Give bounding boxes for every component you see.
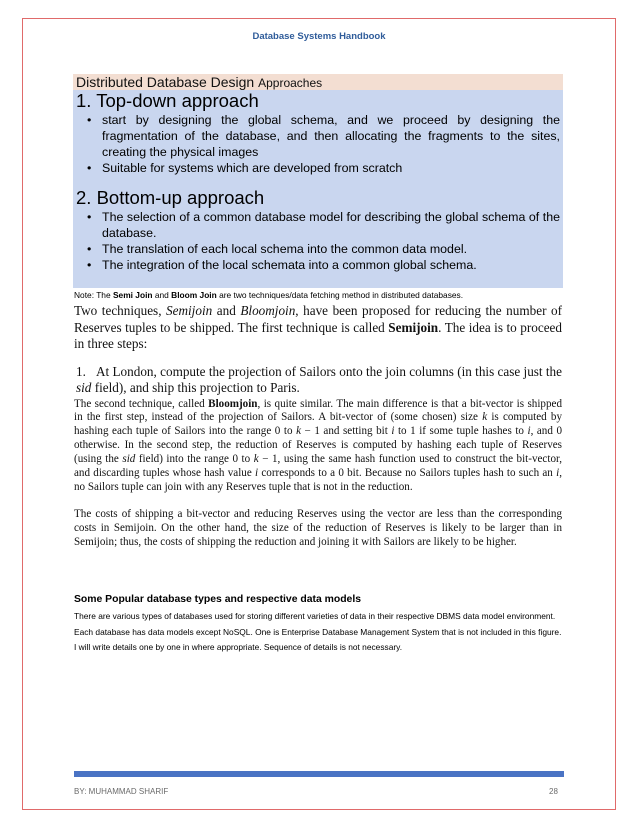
list-item: • The translation of each local schema into the common data model. (87, 242, 468, 256)
list-item: • The integration of the local schemata into a common global schema. (87, 258, 477, 272)
top-down-title: 1. Top-down approach (76, 90, 259, 111)
running-header: Database Systems Handbook (252, 31, 386, 42)
semijoin-intro: Two techniques, Semijoin and Bloomjoin, have been proposed for reducing the number of Reserves tuples to be shipped. The first technique is called Semijoin. The idea is to proceed in three steps: (74, 303, 562, 351)
bullet-icon: • (87, 242, 92, 256)
bullet-icon: • (87, 210, 92, 224)
slide-heading-small: Approaches (258, 76, 323, 90)
join-note: Note: The Semi Join and Bloom Join are two techniques/data fetching method in distributed databases. (74, 290, 464, 300)
bloom-join-term: Bloom Join (171, 290, 217, 300)
bottom-up-list (73, 209, 563, 273)
bloomjoin-paragraph: The second technique, called Bloomjoin, is quite similar. The main difference is that a bit-vector is shipped in the first step, instead of the projection of Sailors. A bit-vector of (some chosen) size k is computed by hashing each tuple of Sailors into the range 0 to k − 1 and setting bit i to 1 if some tuple hashes to i, and 0 otherwise. In the second step, the reduction of Reserves is computed by hashing each tuple of Reserves (using the sid field) into the range 0 to k − 1, using the same hash function used to construct the bit-vector, and discarding tuples whose hash value i corresponds to a 0 bit. Because no Sailors tuples hash to such an i, no Sailors tuple can join with any Reserves tuple that is not in the reduction. (74, 397, 563, 493)
list-item: • Suitable for systems which are developed from scratch (87, 161, 403, 175)
footer-bar (74, 771, 564, 777)
section-body: There are various types of databases used for storing different varieties of data in their respective DBMS data model environment. Each database has data models except NoSQL. One is Enterprise Database Management System that is not included in this figure. I will write details one by one in where appropriate. Sequence of details is not necessary. (74, 611, 562, 653)
step-one: 1. At London, compute the projection of Sailors onto the join columns (in this case just the sid field), and ship this projection to Paris. (76, 363, 562, 395)
bullet-icon: • (87, 258, 92, 272)
bottom-up-title: 2. Bottom-up approach (76, 187, 265, 208)
bullet-icon: • (87, 113, 92, 127)
slide-image (73, 74, 563, 288)
costs-paragraph: The costs of shipping a bit-vector and reducing Reserves using the vector are less than the corresponding costs in Semijoin. On the other hand, the size of the reduction of Reserves is likely to be larger than in Semijoin; thus, the costs of shipping the reduction and joining it with Sailors are likely to be higher. (74, 507, 562, 548)
list-item: • The selection of a common database model for describing the global schema of the database. (87, 210, 560, 240)
top-down-list (73, 112, 563, 176)
slide-heading-main: Distributed Database Design (76, 74, 255, 90)
semi-join-term: Semi Join (112, 290, 153, 300)
page-number: 28 (549, 787, 558, 796)
section-title: Some Popular database types and respective data models (74, 594, 362, 605)
list-item: • start by designing the global schema, and we proceed by designing the fragmentation of the database, and then allocating the fragments to the sites, creating the physical images (87, 113, 560, 159)
footer-author: BY: MUHAMMAD SHARIF (74, 787, 169, 796)
textbook-excerpt (74, 303, 562, 550)
bullet-icon: • (87, 161, 92, 175)
slide-heading (73, 74, 563, 90)
